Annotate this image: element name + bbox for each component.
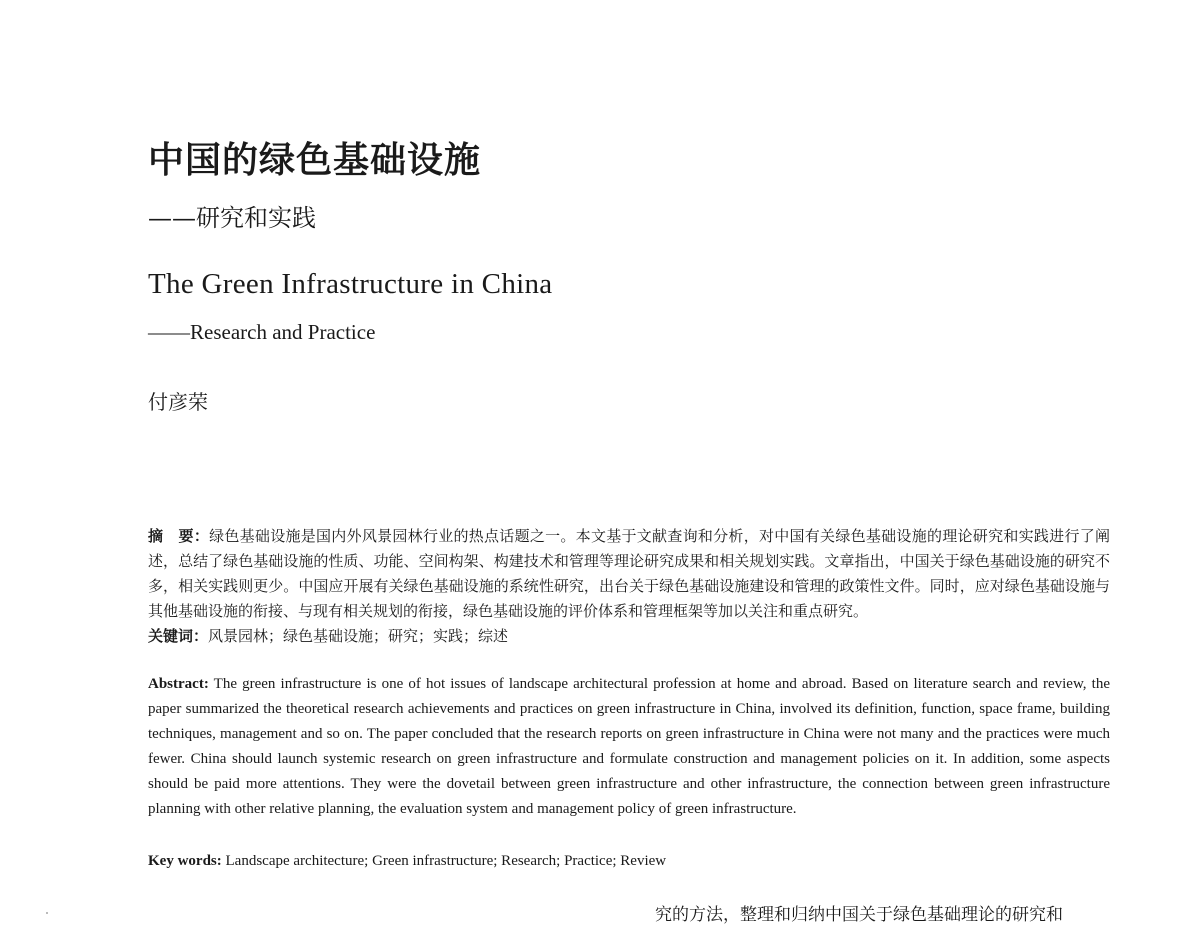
chinese-abstract: [148, 524, 1110, 624]
chinese-abstract-label: 摘 要：: [148, 527, 210, 545]
chinese-abstract-text: 绿色基础设施是国内外风景园林行业的热点话题之一。本文基于文献查询和分析，对中国有关绿色基础设施的理论研究和实践进行了阐述，总结了绿色基础设施的性质、功能、空间构架、构建技术和管理等理论研究成果和相关规划实践。文章指出，中国关于绿色基础设施的研究不多，相关实践则更少。中国应开展有关绿色基础设施的系统性研究，出台关于绿色基础设施建设和管理的政策性文件。同时，应对绿色基础设施与其他基础设施的衔接、与现有相关规划的衔接，绿色基础设施的评价体系和管理框架等加以关注和重点研究。: [148, 527, 1110, 620]
chinese-keywords-label: 关键词：: [148, 627, 209, 645]
english-abstract-label: Abstract:: [148, 676, 209, 692]
body-text-cut-line: 究的方法，整理和归纳中国关于绿色基础理论的研究和: [655, 905, 1063, 925]
english-title: The Green Infrastructure in China: [148, 268, 553, 300]
english-abstract-text: The green infrastructure is one of hot issues of landscape architectural profession at home and abroad. Based on literature search and review, the paper summarized the theoretical research achievements and practices on green infrastructure in China, involved its definition, function, space frame, building techniques, management and so on. The paper concluded that the research reports on green infrastructure in China were not many and the practices were much fewer. China should launch systemic research on green infrastructure and formulate construction and management policies on it. In addition, some aspects should be paid more attentions. They were the dovetail between green infrastructure and other infrastructure, the connection between green infrastructure planning with other relative planning, the evaluation system and management policy of green infrastructure.: [148, 676, 1110, 817]
english-keywords-label: Key words:: [148, 853, 222, 869]
chinese-keywords-text: 风景园林；绿色基础设施；研究；实践；综述: [208, 627, 509, 645]
scan-speck: [46, 912, 48, 914]
chinese-keywords: [148, 625, 1110, 647]
chinese-title: 中国的绿色基础设施: [148, 139, 482, 181]
author-name: 付彦荣: [148, 390, 208, 414]
chinese-subtitle: ——研究和实践: [148, 204, 316, 232]
english-keywords-text: Landscape architecture; Green infrastructure; Research; Practice; Review: [221, 853, 667, 869]
english-keywords: [148, 850, 1110, 872]
english-subtitle: ——Research and Practice: [148, 320, 376, 344]
english-abstract: [148, 672, 1110, 822]
